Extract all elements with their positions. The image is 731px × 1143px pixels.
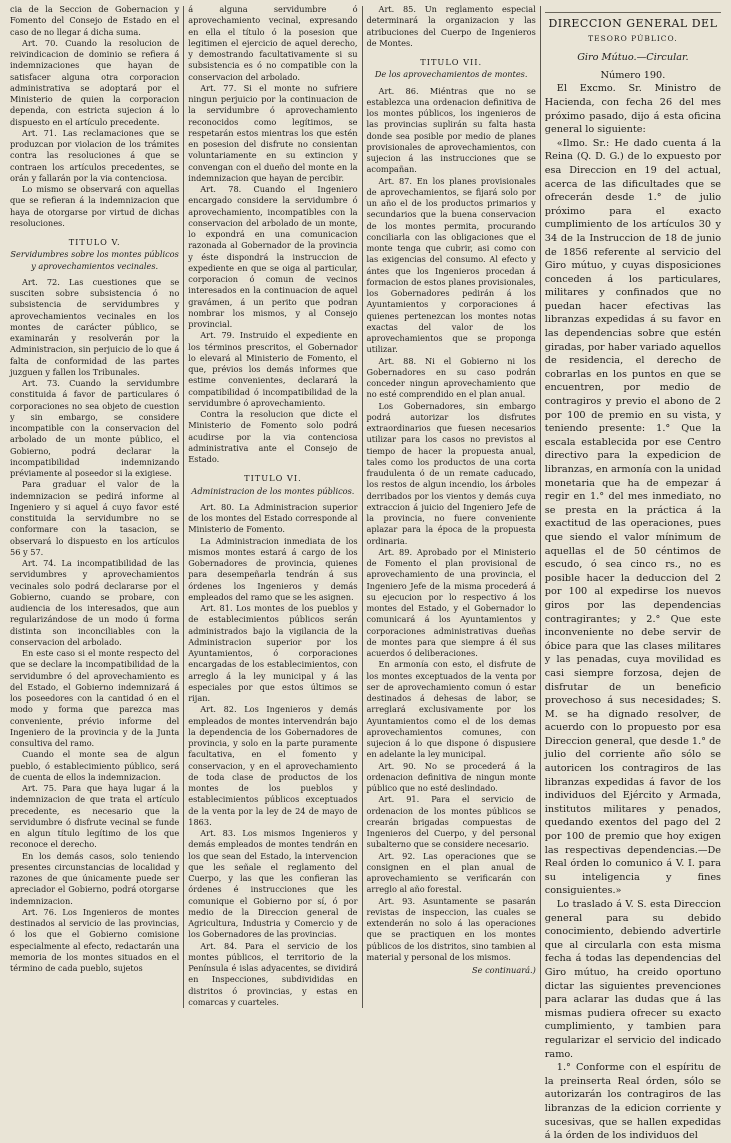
section-heading-sub: TESORO PÚBLICO. xyxy=(588,33,678,43)
article-78: Art. 78. Cuando el Ingeniero encargado considere la servidumbre ó aprovechamiento, incompatibles con la conservacion del arbolado de un monte, lo expondrá en una comunicacion razonada al Gobernador de la provincia y éste dispondrá la instruccion de expediente en que se oiga al particular, corporacion ó comun de vecinos interesados en la continuacion de aquel gravámen, á un perito que podran nombrar los mismos, y al Consejo provincial. xyxy=(188,184,358,329)
continuation-note: Se continuará.) xyxy=(472,965,536,975)
paragraph: cia de la Seccion de Gobernacion y Fomento del Consejo de Estado en el caso de no llegar á dicha suma. xyxy=(10,4,180,37)
article-76: Art. 76. Los Ingenieros de montes destinados al servicio de las provincias, ó los que el Gobierno comisione especialmente al efecto, redactarán una memoria de los montes situados en el término de cada pueblo, sujetos xyxy=(10,906,180,973)
article-70: Art. 70. Cuando la resolucion de reivindicacion de dominio se refiera á indemnizaciones que hayan de satisfacer alguna otra corporacion administrativa se adoptará por el Ministerio de quien la corporacion dependa, con estricta sujecion á lo dispuesto en el artículo precedente. xyxy=(10,37,180,127)
article-92: Art. 92. Las operaciones que se consignen en el plan anual de aprovechamiento se verificarán con arreglo al año forestal. xyxy=(366,850,536,895)
section-title: TITULO VII. xyxy=(420,57,483,67)
article-71: Art. 71. Las reclamaciones que se produzcan por violacion de los trámites contra las resoluciones á que se contraen los artículos precedentes, se orán y fallarán por la via contenciosa. xyxy=(10,127,180,183)
column-3 xyxy=(363,4,540,1014)
section-title: TITULO V. xyxy=(68,237,121,247)
column-1 xyxy=(6,4,183,1014)
section-subtitle: De los aprovechamientos de montes. xyxy=(374,69,528,80)
article-91: Art. 91. Para el servicio de ordenacion de los montes públicos se crearán brigadas compuestas de Ingenieros del Cuerpo, y del personal subalterno que se considere necesario. xyxy=(366,794,536,850)
paragraph: El Excmo. Sr. Ministro de Hacienda, con fecha 26 del mes próximo pasado, dijo á esta oficina general lo siguiente: xyxy=(544,83,722,136)
column-2 xyxy=(184,4,361,1014)
article-87: Art. 87. En los planes provisionales de aprovechamientos, se fijará solo por un año el de los productos primarios y secundarios que la buena conservacion de los montes permita, procurando conciliarla con las obligaciones que el monte tenga que cubrir, asi como con las exigencias del consumo. Al efecto y ántes que los Ingenieros procedan á formacion de estos planes provisionales, los Gobernadores pedirán á los Ayuntamientos y corporaciones á quienes pertenezcan los montes notas exactas del valor de los aprovechamientos que se proponga utilizar. xyxy=(366,175,536,355)
section-subtitle: Servidumbres sobre los montes públicos y aprovechamientos vecinales. xyxy=(10,249,179,271)
circular-number: Número 190. xyxy=(600,69,666,81)
paragraph: 1.° Conforme con el espíritu de la preinserta Real órden, sólo se autorizarán los contragiros de las libranzas de la edicion corriente y sucesivas, que se hallen expedidas á la órden de los individuos del xyxy=(544,1062,722,1142)
article-79: Art. 79. Instruido el expediente en los términos prescritos, el Gobernador lo elevará al Ministerio de Fomento, el que, prévios los demás informes que estime convenientes, declarará la compatibilidad ó incompatibilidad de la servidumbre ó aprovechamiento. xyxy=(188,330,358,408)
article-85: Art. 85. Un reglamento especial determinará la organizacion y las atribuciones del Cuerpo de Ingenieros de Montes. xyxy=(366,4,536,48)
article-75: Art. 75. Para que haya lugar á la indemnizacion de que trata el artículo precedente, es necesario que la servidumbre ó disfrute vecinal se funde en algun título legítimo de los que reconoce el derecho. xyxy=(10,783,180,850)
paragraph: Cuando el monte sea de algun pueblo, ó establecimiento público, será de cuenta de ellos la indemnizacion. xyxy=(10,749,180,782)
paragraph: Contra la resolucion que dicte el Ministerio de Fomento solo podrá acudirse por la via contenciosa administrativa ante el Consejo de Estado. xyxy=(188,409,358,464)
circular-title: Giro Mútuo.—Circular. xyxy=(577,52,689,64)
paragraph: En armonía con esto, el disfrute de los montes exceptuados de la venta por ser de aprovechamiento comun ó estar destinados á dehesas de labor, se arreglará exclusivamente por los Ayuntamientos como el de los demas aprovechamientos comunes, con sujecion á lo que dispone ó dispusiere en adelante la ley municipal. xyxy=(366,659,536,760)
article-77: Art. 77. Si el monte no sufriere ningun perjuicio por la continuacion de la servidumbre ó aprovechamiento reconocidos como legítimos, se respetarán estos mientras los que estén en posesion del disfrute no consientan voluntariamente en su extincion y convengan con el dueño del monte en la indemnizacion que hayan de percibir. xyxy=(188,82,358,183)
article-81: Art. 81. Los montes de los pueblos y de establecimientos públicos serán administrados bajo la vigilancia de la Administracion superior por los Ayuntamientos, ó corporaciones encargadas de los establecimientos, con arreglo á la ley municipal y á las especiales por que estos últimos se rijan. xyxy=(188,603,358,703)
article-89: Art. 89. Aprobado por el Ministerio de Fomento el plan provisional de aprovechamiento de una provincia, el Ingeniero Jefe de la misma procederá á su ejecucion por lo respectivo á los montes del Estado, y el Gobernador lo comunicará á los Ayuntamientos y corporaciones administrativas dueñas de montes para que siempre á él sus acuerdos ó deliberaciones. xyxy=(366,546,536,658)
paragraph: Lo traslado á V. S. esta Direccion general para su debido conocimiento, debiendo advertirle que al circularla con esta misma fecha á todas las dependencias del Giro mútuo, ha creido oportuno dictar las siguientes prevenciones para aclarar las dudas que á las mismas pudiera ofrecer su exacto cumplimiento, y tambien para regularizar el servicio del indicado ramo. xyxy=(544,899,722,1060)
paragraph: Lo mismo se observará con aquellas que se refieran á la indemnizacion que haya de otorgarse por virtud de dichas resoluciones. xyxy=(10,184,180,228)
article-84: Art. 84. Para el servicio de los montes públicos, el territorio de la Península é islas adyacentes, se dividirá en Inspecciones, subdivididas en distritos ó provincias, y estas en comarcas y cuarteles. xyxy=(188,940,358,1007)
article-88: Art. 88. Ni el Gobierno ni los Gobernadores en su caso podrán conceder ningun aprovechamiento que no esté comprendido en el plan anual. xyxy=(366,355,536,400)
article-82: Art. 82. Los Ingenieros y demás empleados de montes intervendrán bajo la dependencia de los Gobernadores de provincia, y solo en la parte puramente facultativa, en el fomento y conservacion, y en el aprovechamiento de toda clase de productos de los montes de los pueblos y establecimientos públicos exceptuados de la venta por la ley de 24 de mayo de 1863. xyxy=(188,704,358,827)
article-80: Art. 80. La Administracion superior de los montes del Estado corresponde al Ministerio de Fomento. xyxy=(188,501,358,535)
section-heading: DIRECCION GENERAL DEL xyxy=(545,12,721,31)
quoted-order: «Ilmo. Sr.: He dado cuenta á la Reina (Q. D. G.) de lo expuesto por esa Direccion en 19 del actual, acerca de las dificultades que se ofrecerán desde 1.° de julio próximo para el exacto cumplimiento de los artículos 30 y 34 de la Instruccion de 18 de junio de 1856 referente al servicio del Giro mútuo, y cuyas disposiciones conceden á los particulares, militares y confinados que no puedan hacer efectivas las libranzas expedidas á su favor en las dependencias sobre que estén giradas, por haber variado aquellos de residencia, el derecho de cobrarlas en los puntos en que se encuentren, por medio de contragiros y previo el abono de 2 por 100 de premio en su vista, y teniendo presente: 1.° Que la escala establecida por ese Centro directivo para la expedicion de libranzas, en armonía con la unidad monetaria que ha de empezar á regir en 1.° del mes inmediato, no se presta en la práctica á la exactitud de las operaciones, pues que siendo el valor mínimum de aquellas el de 50 céntimos de escudo, ó sea cinco rs., no es posible hacer la deduccion del 2 por 100 al expedirse los nuevos giros por las dependencias contragirantes; y 2.° Que este inconveniente no debe servir de óbice para que las clases militares y las penadas, cuya movilidad es casi siempre forzosa, dejen de disfrutar de un beneficio provechoso á sus necesidades; S. M. se ha dignado resolver, de acuerdo con lo propuesto por esa Direccion general, que desde 1.° de julio del corriente año sólo se autoricen los contragiros de las libranzas expedidas á favor de los individuos del Ejército y Armada, institutos militares y penados, quedando exentos del pago del 2 por 100 de premio que hoy exigen las respectivas dependencias.—De Real órden lo comunico á V. I. para su inteligencia y fines consiguientes.» xyxy=(544,137,722,897)
section-title: TITULO VI. xyxy=(244,473,302,484)
article-73: Art. 73. Cuando la servidumbre constituida á favor de particulares ó corporaciones no sea objeto de cuestion y sin embargo, se considere incompatible con la conservacion del arbolado de un monte público, el Gobierno, podrá declarar la incompatibilidad indemnizando préviamente al poseedor si la exigiese. xyxy=(10,378,180,478)
article-72: Art. 72. Las cuestiones que se susciten sobre subsistencia ó no subsistencia de servidumbres y aprovechamientos vecinales en los montes de carácter público, se examinarán y resolverán por la Administracion, sin perjuicio de lo que á falta de conformidad de las partes juzguen y fallen los Tribunales. xyxy=(10,276,180,377)
article-74: Art. 74. La incompatibilidad de las servidumbres y aprovechamientos vecinales solo podrá declararse por el Gobierno, cuando se probare, con audiencia de los interesados, que aun regularizándose de un modo ú forma distinta son inconciliables con la conservacion del arbolado. xyxy=(10,558,180,647)
paragraph: En los demás casos, solo teniendo presentes circunstancias de localidad y razones de que únicamente puede ser apreciador el Gobierno, podrá otorgarse indemnizacion. xyxy=(10,850,180,906)
article-86: Art. 86. Miéntras que no se establezca una ordenacion definitiva de los montes públicos, los ingenieros de las provincias suplirán su falta hasta donde sea posible por medio de planes provisionales de aprovechamientos, con sujecion á las instrucciones que se acompañan. xyxy=(366,85,536,175)
column-4 xyxy=(541,4,725,1142)
paragraph: En este caso si el monte respecto del que se declare la incompatibilidad de la servidumbre ó del aprovechamiento es del Estado, el Gobierno indemnizará á los poseedores con la cantidad ó en el modo y forma que parezca mas conveniente, prévio informe del Ingeniero de la provincia y de la Junta consultiva del ramo. xyxy=(10,648,180,748)
paragraph: La Administracion inmediata de los mismos montes estará á cargo de los Gobernadores de provincia, quienes para desempeñarla tendrán á sus órdenes los Ingenieros y demás empleados del ramo que se les asignen. xyxy=(188,535,358,602)
article-83: Art. 83. Los mismos Ingenieros y demás empleados de montes tendrán en los que sean del Estado, la intervencion que les señale el reglamento del Cuerpo, y las que les confieran las órdenes é instrucciones que les comunique el Gobierno por sí, ó por medio de la Direccion general de Agricultura, Industria y Comercio y de los Gobernadores de las provincias. xyxy=(188,828,358,940)
paragraph: Para graduar el valor de la indemnizacion se pedirá informe al Ingeniero y si aquel á cuyo favor esté constituida la servidumbre no se conformare con la tasacion, se observará lo dispuesto en los artículos 56 y 57. xyxy=(10,479,180,557)
paragraph: á alguna servidumbre ó aprovechamiento vecinal, expresando en ella el título ó la posesion que legitimen el ejercicio de aquel derecho, y demostrando facultativamente si su subsistencia es ó no compatible con la conservacion del arbolado. xyxy=(188,4,358,82)
article-90: Art. 90. No se procederá á la ordenacion definitiva de ningun monte público que no esté deslindado. xyxy=(366,760,536,793)
paragraph: Los Gobernadores, sin embargo podrá autorizar los disfrutes extraordinarios que fuesen necesarios utilizar para los casos no previstos al tiempo de hacer la propuesta anual, tales como los productos de una corta fraudulenta ó de un remate caducado, los restos de algun incendio, los árboles derribados por los vientos y demás cuya extraccion á juicio del Ingeniero Jefe de la provincia, no fuere conveniente aplazar para la época de la propuesta ordinaria. xyxy=(366,400,536,546)
text-columns xyxy=(6,4,725,1142)
section-subtitle: Administracion de los montes públicos. xyxy=(191,485,355,496)
article-93: Art. 93. Asuntamente se pasarán revistas de inspeccion, las cuales se extenderán no solo á las operaciones que se practiquen en los montes públicos de los distritos, sino tambien al material y personal de los mismos. xyxy=(366,895,536,962)
